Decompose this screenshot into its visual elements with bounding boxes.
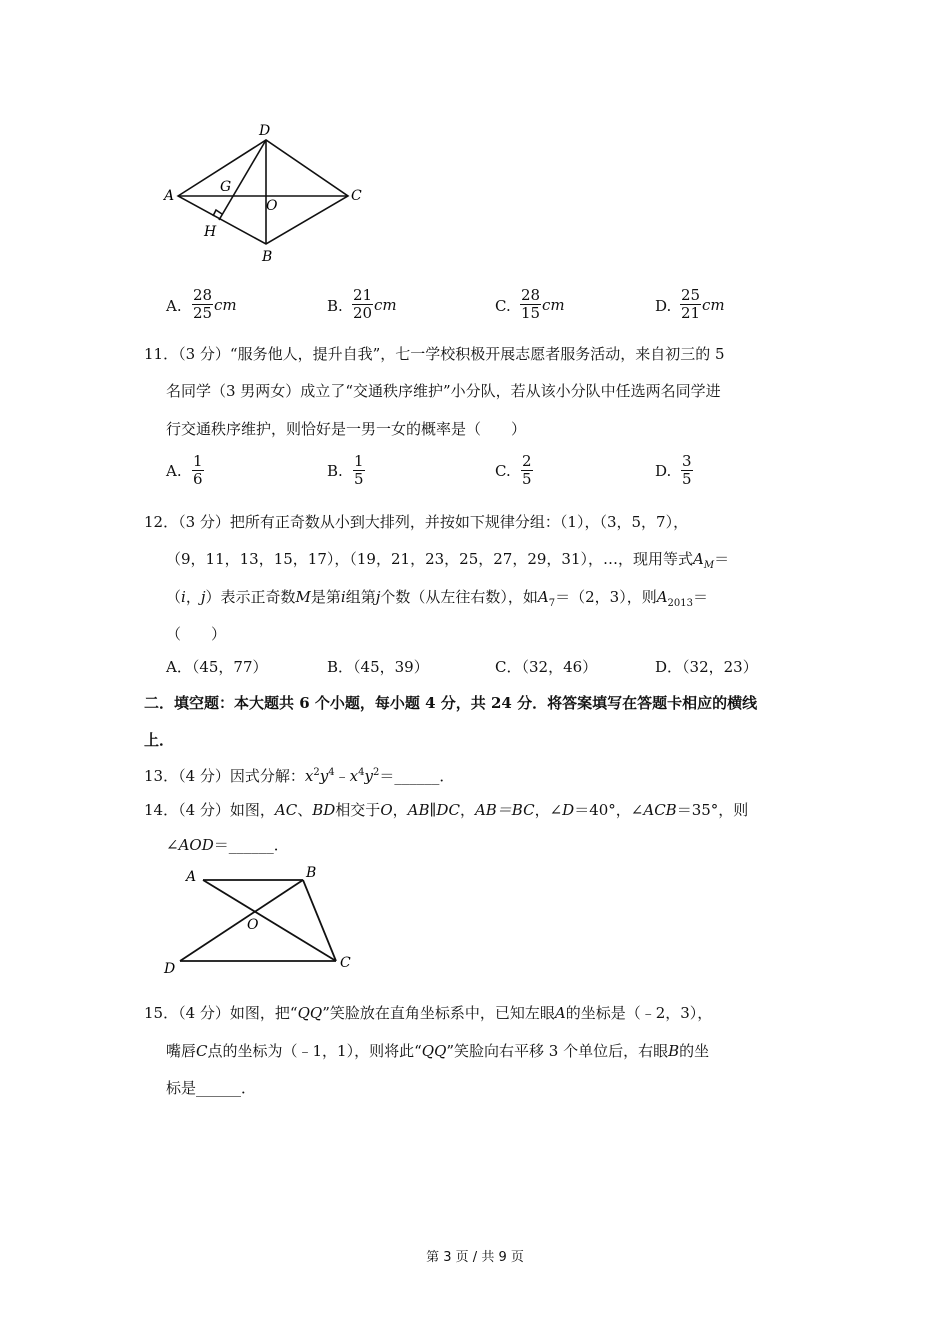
frac-den: 25	[193, 304, 213, 322]
q15-line-2	[166, 1041, 709, 1061]
text: ，	[392, 801, 408, 819]
text: 的坐	[679, 1042, 710, 1060]
text: ）表示正奇数	[205, 588, 296, 606]
figure-trapezoid	[158, 862, 368, 982]
var-m: M	[295, 588, 311, 606]
section-2-heading-line-1: 二．填空题：本大题共 6 个小题，每小题 4 分，共 24 分．将答案填写在答题卡相应的横线	[144, 694, 758, 712]
text: 13．（4 分）因式分解：	[144, 767, 305, 785]
exp: 2	[372, 767, 380, 778]
exp: 4	[328, 767, 335, 778]
q11-option-a-frac	[192, 453, 204, 488]
label-c: C	[340, 955, 351, 971]
var-i: i	[340, 588, 346, 606]
q11-line-1: 11．（3 分）“服务他人，提升自我”，七一学校积极开展志愿者服务活动，来自初三的 5	[144, 345, 725, 363]
var-abbc: AB＝BC	[474, 801, 535, 819]
q10-option-d-frac	[680, 287, 701, 322]
text: ＝______．	[213, 836, 289, 854]
var-y: y	[319, 767, 329, 785]
var-ac: AC	[274, 801, 298, 819]
frac-num: 2	[522, 452, 532, 470]
var-j: j	[200, 588, 206, 606]
var-aod: AOD	[178, 836, 214, 854]
section-2-heading-line-2: 上．	[144, 731, 175, 749]
diagonal-ac	[203, 880, 336, 961]
q11-option-c-letter: C.	[495, 462, 511, 480]
q10-option-b-letter: B.	[327, 297, 343, 315]
var-o: O	[380, 801, 393, 819]
label-a: A	[164, 188, 175, 204]
q11-option-d-letter: D.	[655, 462, 672, 480]
text: 相交于	[335, 801, 381, 819]
q14-line-2	[166, 835, 289, 855]
text: ＝35°，则	[676, 801, 749, 819]
q10-option-a-letter: A.	[166, 297, 182, 315]
sub-2013: 2013	[667, 598, 693, 609]
q10-option-a-frac	[192, 287, 213, 322]
var-a: A	[554, 1004, 566, 1022]
text: ，∠	[534, 801, 563, 819]
q12-am-sub: M	[703, 560, 715, 571]
q12-line-2-text: （9，11，13，15，17），（19，21，23，25，27，29，31），…，现用等式	[166, 550, 694, 568]
q12-option-c: C．（32，46）	[495, 658, 598, 676]
label-b: B	[262, 249, 273, 265]
frac-num: 28	[521, 286, 541, 304]
label-a: A	[186, 869, 197, 885]
frac-den: 6	[193, 470, 203, 488]
sub-7: 7	[548, 598, 556, 609]
q10-option-c-frac	[520, 287, 541, 322]
var-d: D	[562, 801, 575, 819]
q12-am: A	[693, 550, 704, 568]
angle: ∠	[166, 836, 179, 854]
var-qq: QQ	[297, 1004, 323, 1022]
text: 的坐标是（﹣2，3），	[565, 1004, 713, 1022]
figure-rhombus	[158, 118, 368, 270]
frac-den: 5	[682, 470, 692, 488]
exp: 4	[358, 767, 365, 778]
text: ＝	[693, 588, 709, 606]
var-acb: ACB	[643, 801, 677, 819]
text: ，	[185, 588, 201, 606]
diagonal-bd	[180, 880, 303, 961]
var-i: i	[181, 588, 186, 606]
q11-line-2: 名同学（3 男两女）成立了“交通秩序维护”小分队，若从该小分队中任选两名同学进	[166, 382, 721, 400]
q10-option-c-letter: C.	[495, 297, 511, 315]
q11-line-3: 行交通秩序维护，则恰好是一男一女的概率是（ ）	[166, 420, 527, 438]
exp: 2	[313, 767, 320, 778]
q15-line-1	[144, 1003, 712, 1023]
q12-eq: ＝	[714, 550, 730, 568]
frac-num: 28	[193, 286, 213, 304]
frac-num: 1	[354, 452, 364, 470]
text: ”笑脸放在直角坐标系中，已知左眼	[322, 1004, 555, 1022]
minus: ﹣	[334, 767, 350, 785]
text: 点的坐标为（﹣1，1），则将此“	[207, 1042, 422, 1060]
q14-line-1	[144, 800, 748, 820]
text: 嘴唇	[166, 1042, 197, 1060]
var-a: A	[656, 588, 668, 606]
q12-option-d: D．（32，23）	[655, 658, 758, 676]
label-d: D	[164, 961, 176, 977]
frac-den: 5	[522, 470, 532, 488]
text: （	[166, 588, 182, 606]
q10-option-b-frac	[352, 287, 373, 322]
q15-line-3: 标是______．	[166, 1079, 257, 1097]
q12-option-a: A．（45，77）	[166, 658, 268, 676]
q13-line	[144, 763, 454, 786]
q11-option-c-frac	[521, 453, 533, 488]
var-abdc: AB∥DC	[407, 801, 460, 819]
text: ”笑脸向右平移 3 个单位后，右眼	[446, 1042, 669, 1060]
label-d: D	[259, 123, 271, 139]
q10-option-c-unit: cm	[542, 296, 565, 314]
text: 是第	[310, 588, 341, 606]
text: 、	[297, 801, 313, 819]
var-y: y	[364, 767, 373, 785]
text: ＝（2，3），则	[555, 588, 657, 606]
frac-num: 25	[681, 286, 701, 304]
q12-line-3	[166, 587, 708, 614]
label-b: B	[306, 865, 317, 881]
frac-den: 20	[353, 304, 373, 322]
q12-line-2	[166, 549, 729, 576]
q11-option-b-letter: B.	[327, 462, 343, 480]
label-o: O	[266, 198, 278, 214]
frac-num: 21	[353, 286, 373, 304]
q10-option-a-unit: cm	[214, 296, 237, 314]
q10-option-d-letter: D.	[655, 297, 672, 315]
frac-num: 3	[682, 452, 692, 470]
q12-line-1: 12．（3 分）把所有正奇数从小到大排列，并按如下规律分组：（1），（3，5，7），	[144, 513, 689, 531]
frac-num: 1	[193, 452, 203, 470]
var-x: x	[304, 767, 314, 785]
segment-bc	[303, 880, 336, 961]
label-h: H	[204, 224, 217, 240]
q12-line-4: （ ）	[166, 625, 227, 643]
text: 组第	[345, 588, 376, 606]
var-qq: QQ	[421, 1042, 447, 1060]
text: 个数（从左往右数），如	[380, 588, 538, 606]
text: 15．（4 分）如图，把“	[144, 1004, 298, 1022]
q11-option-b-frac	[353, 453, 365, 488]
q10-option-b-unit: cm	[374, 296, 397, 314]
frac-den: 15	[521, 304, 541, 322]
frac-den: 21	[681, 304, 701, 322]
frac-den: 5	[354, 470, 364, 488]
var-c: C	[196, 1042, 208, 1060]
label-g: G	[220, 179, 232, 195]
label-c: C	[351, 188, 362, 204]
q11-option-d-frac	[681, 453, 693, 488]
var-j: j	[375, 588, 381, 606]
q10-option-d-unit: cm	[702, 296, 725, 314]
var-bd: BD	[312, 801, 336, 819]
var-x: x	[349, 767, 359, 785]
text: ＝______．	[379, 767, 455, 785]
label-o: O	[247, 917, 259, 933]
var-b: B	[668, 1042, 680, 1060]
page-footer: 第 3 页 / 共 9 页	[426, 1250, 524, 1265]
text: 14．（4 分）如图，	[144, 801, 275, 819]
q12-option-b: B．（45，39）	[327, 658, 429, 676]
var-a: A	[537, 588, 549, 606]
text: ，	[459, 801, 475, 819]
q11-option-a-letter: A.	[166, 462, 182, 480]
text: ＝40°，∠	[574, 801, 644, 819]
